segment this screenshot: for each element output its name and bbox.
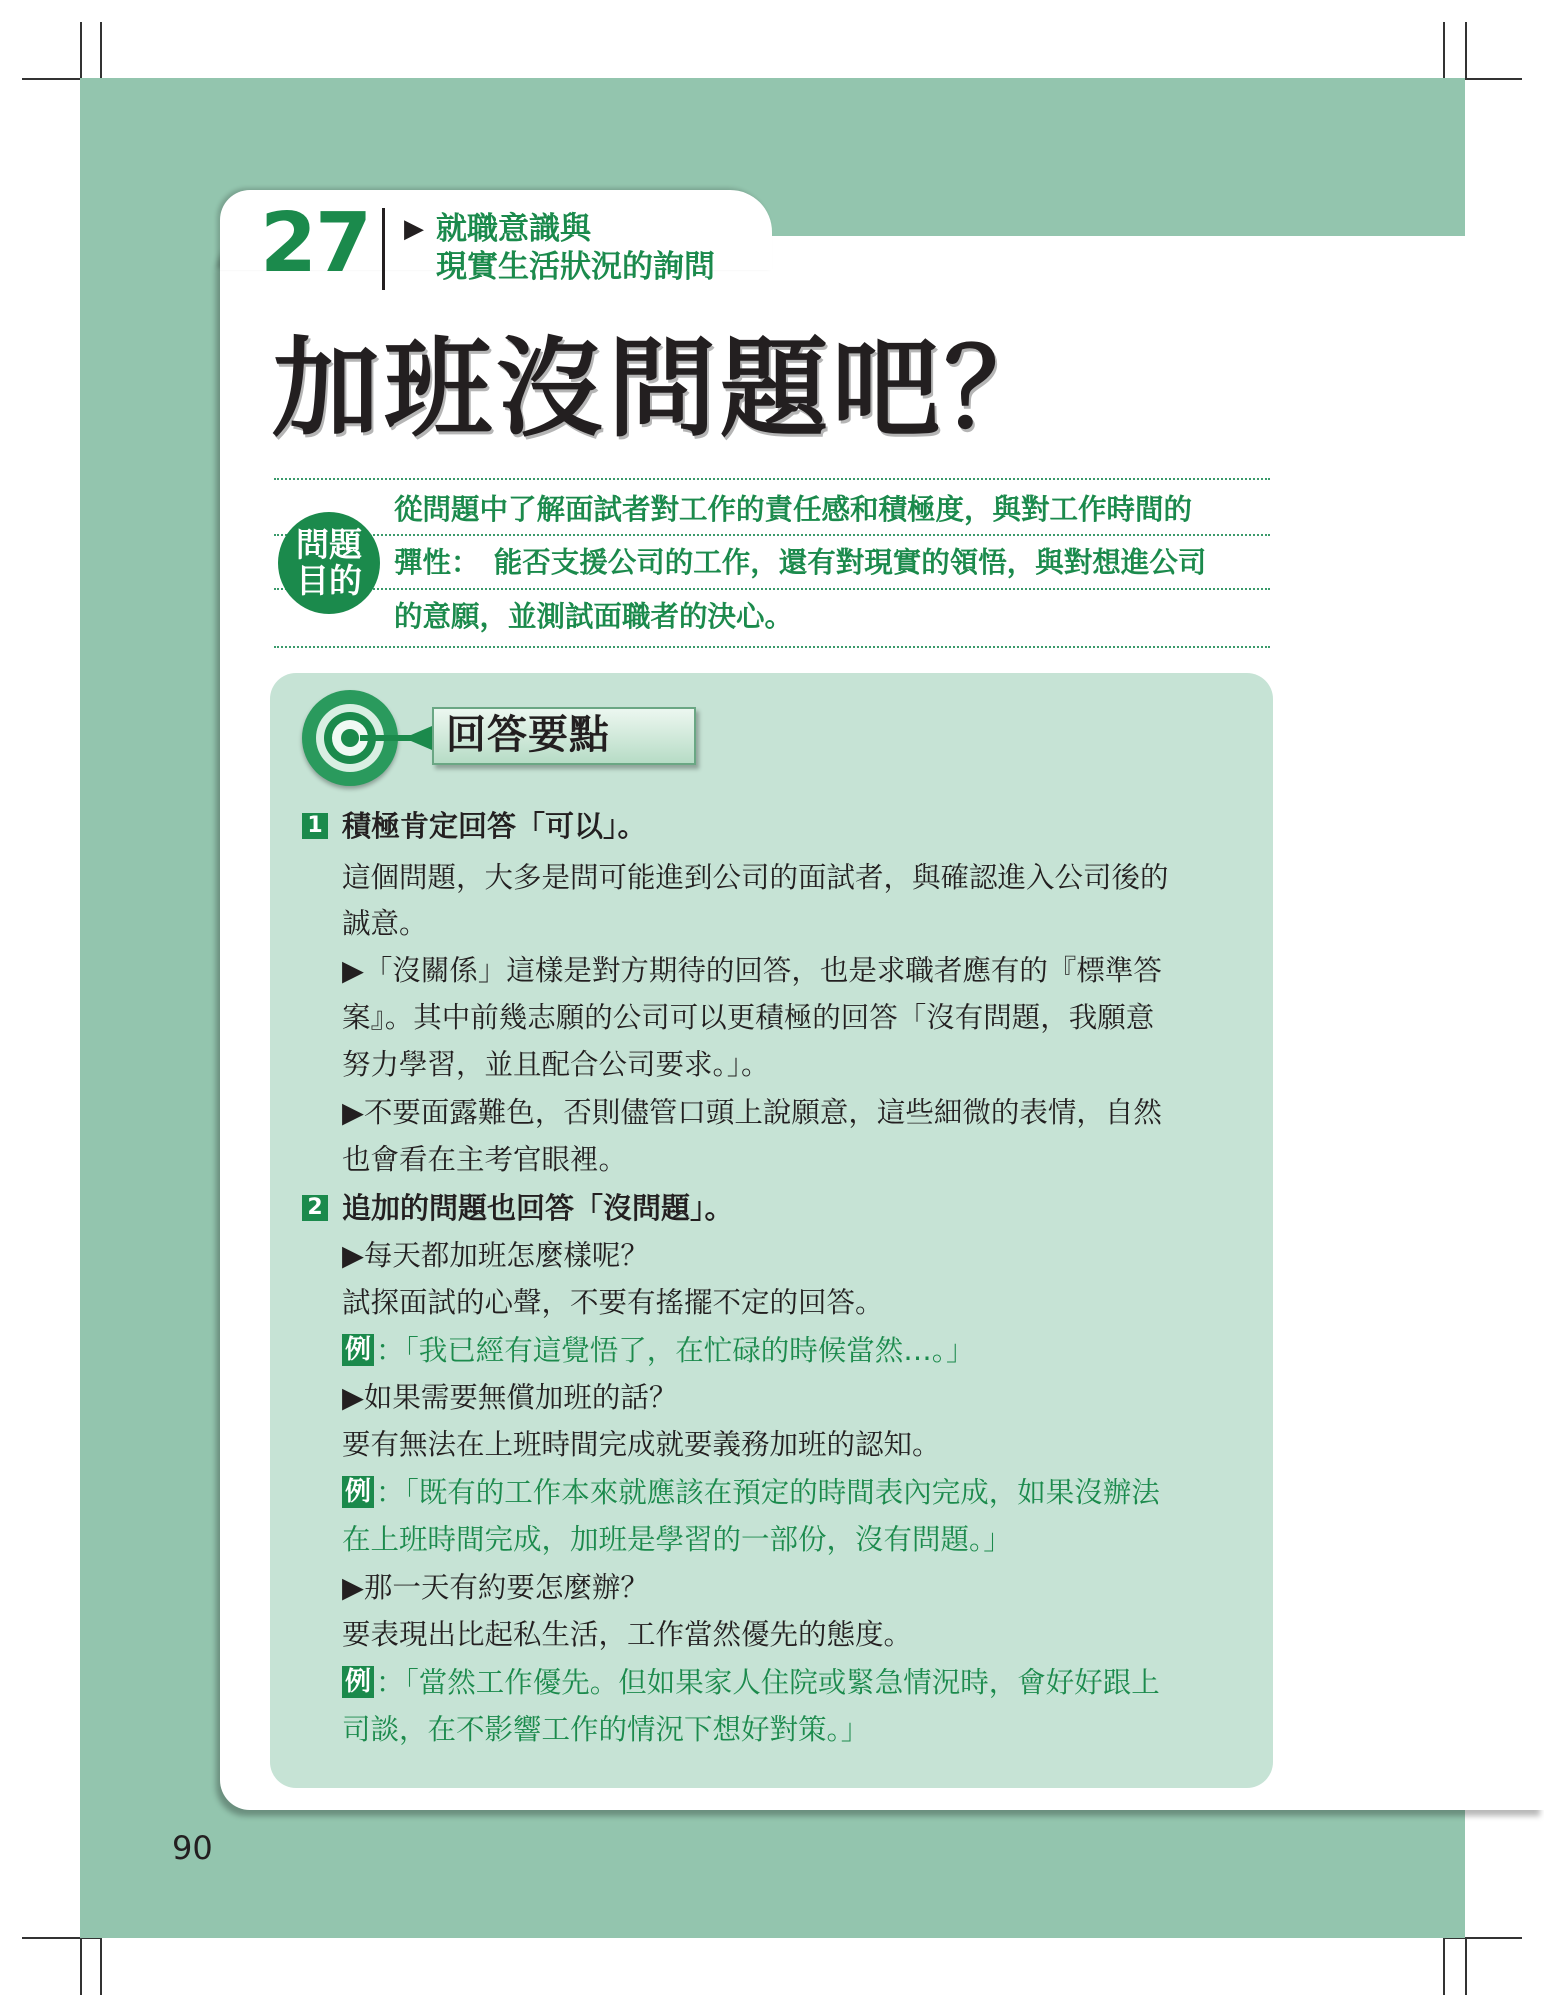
body-line: 要表現出比起私生活，工作當然優先的態度。: [342, 1618, 913, 1651]
dotted-divider: [274, 478, 1270, 480]
purpose-text-line: 的意願，並測試面職者的決心。: [394, 600, 794, 633]
dotted-divider: [274, 646, 1270, 648]
purpose-badge-line2: 目的: [296, 561, 362, 600]
crop-mark: [1443, 1937, 1445, 1995]
dotted-divider: [274, 534, 1270, 536]
dotted-divider: [274, 588, 1270, 590]
answer-points-label: 回答要點: [446, 712, 610, 758]
point-heading: 積極肯定回答「可以」。: [342, 809, 647, 843]
page-title: 加班沒問題吧？: [272, 327, 1057, 452]
crop-mark: [80, 1937, 82, 1995]
example-line: [342, 1331, 975, 1371]
purpose-badge: [278, 512, 380, 614]
chapter-number: 27: [260, 196, 371, 291]
point-number-badge: 1: [302, 813, 328, 839]
body-line: 試探面試的心聲，不要有搖擺不定的回答。: [342, 1286, 884, 1319]
example-line: 在上班時間完成，加班是學習的一部份，沒有問題。」: [342, 1523, 1012, 1556]
crop-mark: [1465, 22, 1467, 80]
example-line: 司談，在不影響工作的情況下想好對策。」: [342, 1713, 870, 1746]
body-line: 努力學習，並且配合公司要求。」。: [342, 1048, 770, 1081]
question-line: ▶如果需要無償加班的話？: [342, 1381, 678, 1414]
purpose-text-line: 彈性： 能否支援公司的工作，還有對現實的領悟，與對想進公司: [394, 546, 1207, 579]
chapter-divider: [382, 208, 385, 290]
crop-mark: [1443, 22, 1445, 80]
body-line: ▶「沒關係」這樣是對方期待的回答，也是求職者應有的『標準答: [342, 954, 1162, 987]
example-tag: 例: [342, 1666, 374, 1698]
point-heading: 追加的問題也回答「沒問題」。: [342, 1191, 734, 1225]
question-line: ▶那一天有約要怎麼辦？: [342, 1571, 649, 1604]
purpose-text-line: 從問題中了解面試者對工作的責任感和積極度，與對工作時間的: [394, 493, 1193, 526]
example-tag: 例: [342, 1334, 374, 1366]
example-text: ：「既有的工作本來就應該在預定的時間表內完成，如果沒辦法: [376, 1476, 1160, 1509]
body-line: 這個問題，大多是問可能進到公司的面試者，與確認進入公司後的: [342, 861, 1169, 894]
chapter-subtitle-line2: 現實生活狀況的詢問: [436, 249, 715, 285]
body-line: 誠意。: [342, 907, 428, 940]
body-line: ▶不要面露難色，否則儘管口頭上說願意，這些細微的表情，自然: [342, 1096, 1162, 1129]
target-center: [341, 729, 359, 747]
question-line: ▶每天都加班怎麼樣呢？: [342, 1239, 649, 1272]
crop-mark: [80, 22, 82, 80]
triangle-arrow-icon: ▶: [404, 214, 424, 244]
example-text: ：「當然工作優先。但如果家人住院或緊急情況時，會好好跟上: [376, 1666, 1160, 1699]
body-line: 也會看在主考官眼裡。: [342, 1143, 628, 1176]
crop-mark: [100, 1937, 102, 1995]
example-text: ：「我已經有這覺悟了，在忙碌的時候當然…。」: [376, 1334, 975, 1367]
body-line: 案』。其中前幾志願的公司可以更積極的回答「沒有問題，我願意: [342, 1001, 1155, 1034]
purpose-badge-line1: 問題: [296, 525, 362, 564]
crop-mark: [1465, 1937, 1467, 1995]
chapter-subtitle-line1: 就職意識與: [436, 211, 591, 247]
body-line: 要有無法在上班時間完成就要義務加班的認知。: [342, 1428, 941, 1461]
crop-mark: [100, 22, 102, 80]
example-tag: 例: [342, 1476, 374, 1508]
example-line: [342, 1663, 1160, 1703]
page-number: 90: [172, 1829, 213, 1867]
arrow-head-icon: [404, 726, 432, 750]
point-number-badge: 2: [302, 1195, 328, 1221]
example-line: [342, 1473, 1160, 1513]
